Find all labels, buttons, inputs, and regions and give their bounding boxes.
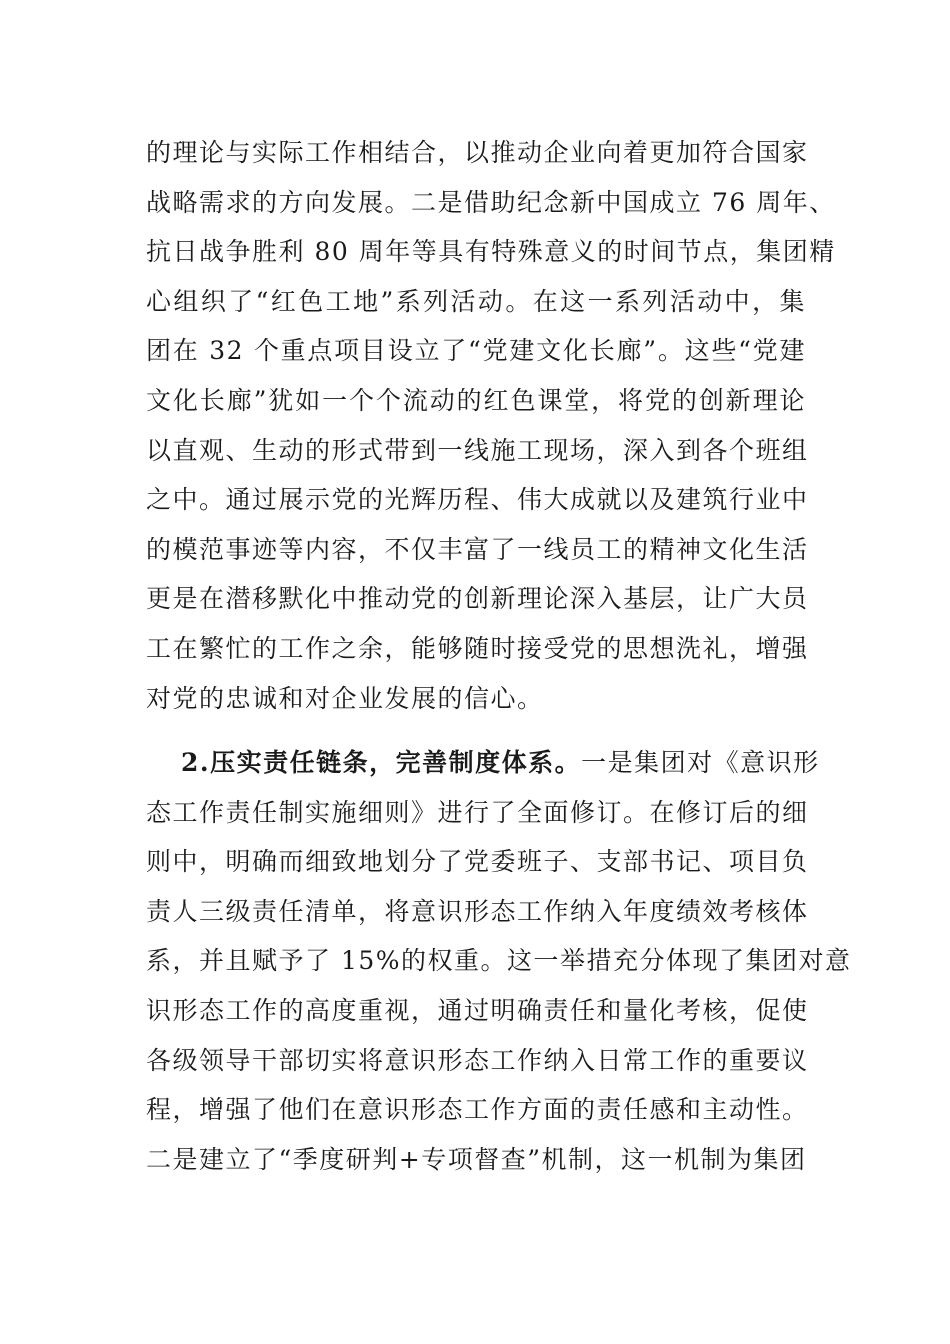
- body-paragraph-1: [146, 128, 836, 723]
- section-heading: 2.压实责任链条，完善制度体系。: [181, 748, 582, 777]
- paragraph-line: 的理论与实际工作相结合，以推动企业向着更加符合国家: [146, 138, 809, 167]
- paragraph-line: 则中，明确而细致地划分了党委班子、支部书记、项目负: [146, 847, 809, 877]
- paragraph-line: 之中。通过展示党的光辉历程、伟大成就以及建筑行业中: [146, 485, 809, 515]
- paragraph-line: 各级领导干部切实将意识形态工作纳入日常工作的重要议: [146, 1045, 809, 1075]
- paragraph-line: 抗日战争胜利 80 周年等具有特殊意义的时间节点，集团精: [146, 237, 836, 267]
- paragraph-line: 团在 32 个重点项目设立了“党建文化长廊”。这些“党建: [146, 336, 806, 366]
- paragraph-line: 二是建立了“季度研判+专项督查”机制，这一机制为集团: [146, 1144, 807, 1174]
- paragraph-line: 战略需求的方向发展。二是借助纪念新中国成立 76 周年、: [146, 187, 836, 217]
- paragraph-line: 文化长廊”犹如一个个流动的红色课堂，将党的创新理论: [146, 385, 806, 415]
- paragraph-first-line: [146, 738, 820, 788]
- paragraph-line: 的模范事迹等内容，不仅丰富了一线员工的精神文化生活: [146, 534, 809, 564]
- paragraph-line-rest: 一是集团对《意识形: [581, 748, 820, 777]
- paragraph-line: 对党的忠诚和对企业发展的信心。: [146, 683, 544, 713]
- paragraph-line: 心组织了“红色工地”系列活动。在这一系列活动中，集: [146, 286, 806, 316]
- paragraph-line: 更是在潜移默化中推动党的创新理论深入基层，让广大员: [146, 584, 809, 614]
- body-paragraph-2: [146, 738, 852, 1184]
- paragraph-line: 系，并且赋予了 15%的权重。这一举措充分体现了集团对意: [146, 946, 852, 976]
- paragraph-line: 以直观、生动的形式带到一线施工现场，深入到各个班组: [146, 435, 809, 465]
- paragraph-line: 程，增强了他们在意识形态工作方面的责任感和主动性。: [146, 1095, 809, 1125]
- paragraph-line: 识形态工作的高度重视，通过明确责任和量化考核，促使: [146, 995, 809, 1025]
- paragraph-line: 态工作责任制实施细则》进行了全面修订。在修订后的细: [146, 797, 809, 827]
- paragraph-line: 工在繁忙的工作之余，能够随时接受党的思想洗礼，增强: [146, 633, 809, 663]
- paragraph-line: 责人三级责任清单，将意识形态工作纳入年度绩效考核体: [146, 896, 809, 926]
